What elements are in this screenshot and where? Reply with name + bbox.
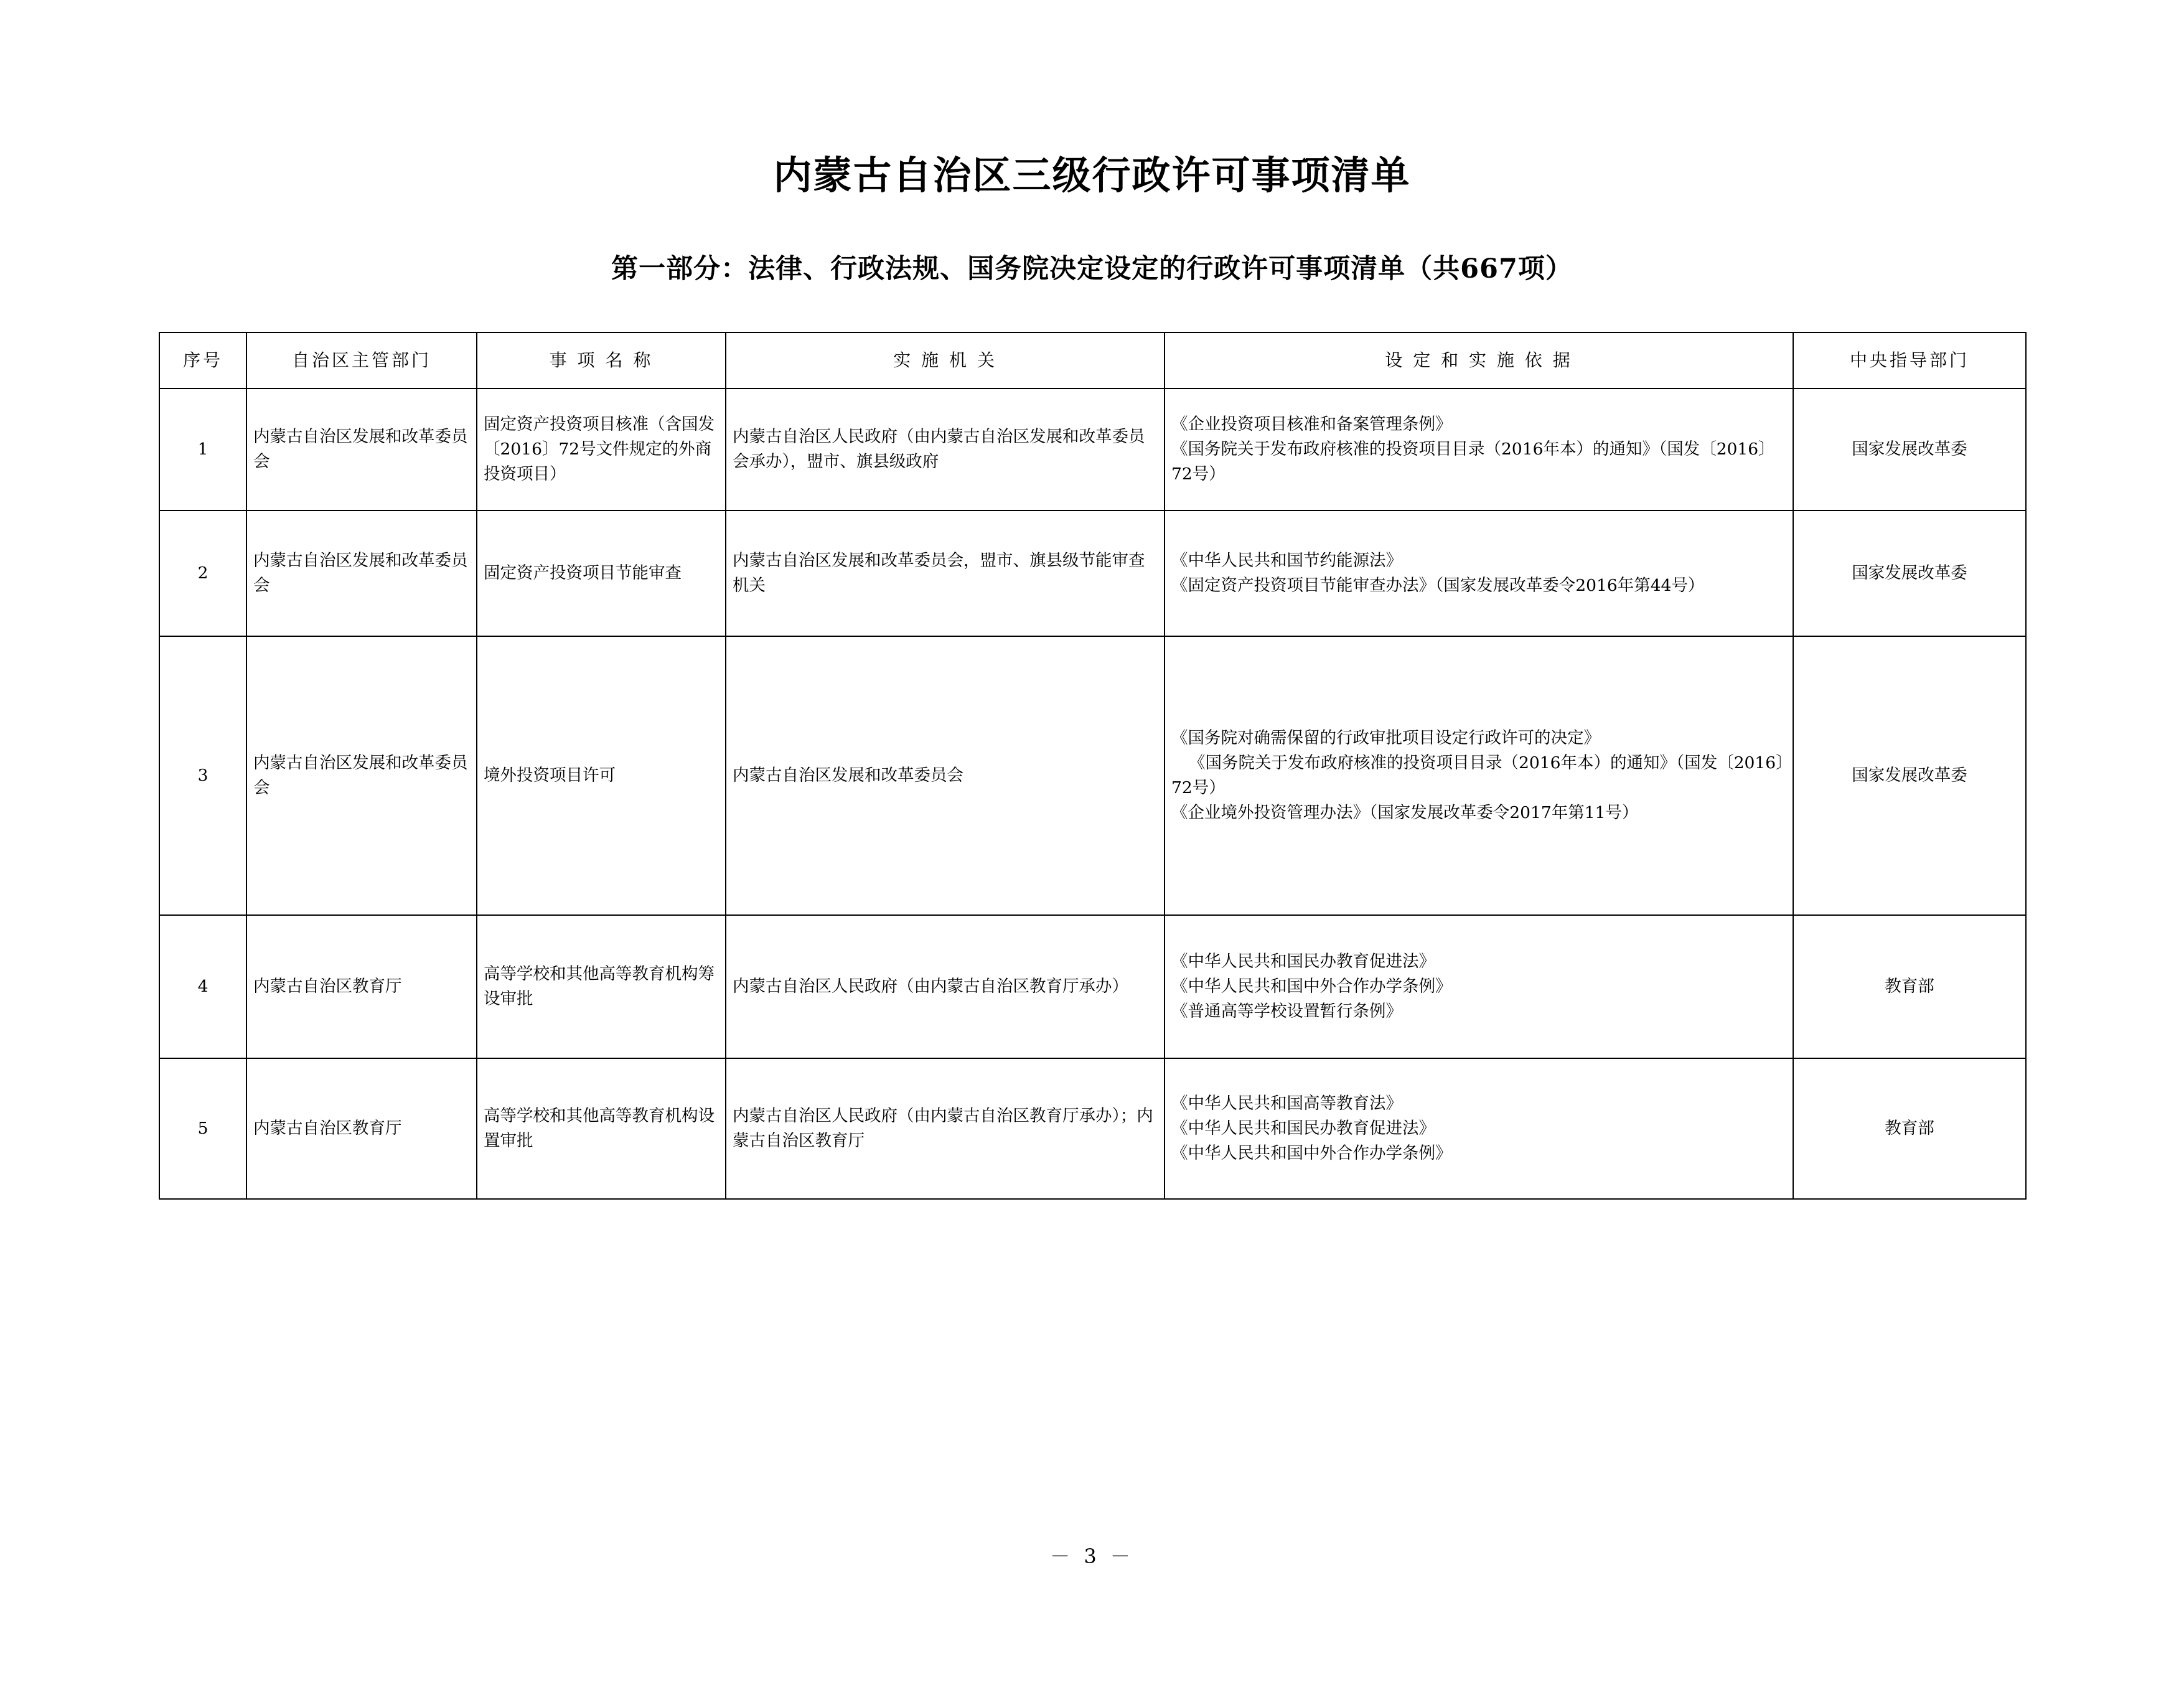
cell-org: 内蒙古自治区人民政府（由内蒙古自治区教育厅承办） — [726, 915, 1165, 1058]
basis-line: 《企业投资项目核准和备案管理条例》 — [1171, 415, 1452, 435]
table-row — [159, 388, 2026, 510]
section-subtitle: 第一部分：法律、行政法规、国务院决定设定的行政许可事项清单（共667项） — [611, 253, 1573, 285]
basis-line: 《企业境外投资管理办法》（国家发展改革委令2017年第11号） — [1171, 802, 1639, 822]
cell-org: 内蒙古自治区人民政府（由内蒙古自治区教育厅承办）；内蒙古自治区教育厅 — [726, 1058, 1165, 1199]
cell-item: 固定资产投资项目核准（含国发〔2016〕72号文件规定的外商投资项目） — [477, 388, 726, 510]
cell-num: 2 — [159, 510, 246, 636]
cell-dept: 内蒙古自治区发展和改革委员会 — [246, 388, 477, 510]
cell-central: 国家发展改革委 — [1793, 636, 2026, 915]
basis-line: 《中华人民共和国中外合作办学条例》 — [1171, 1143, 1452, 1163]
cell-basis — [1165, 636, 1793, 915]
cell-item: 高等学校和其他高等教育机构筹设审批 — [477, 915, 726, 1058]
permit-items-table — [159, 332, 2027, 1200]
table-header — [159, 332, 2026, 388]
cell-basis — [1165, 388, 1793, 510]
table-header-row — [159, 332, 2026, 388]
basis-line: 《国务院关于发布政府核准的投资项目目录（2016年本）的通知》（国发〔2016〕72号） — [1171, 753, 1784, 797]
basis-line: 《国务院关于发布政府核准的投资项目目录（2016年本）的通知》（国发〔2016〕72号） — [1171, 440, 1775, 484]
table-row — [159, 1058, 2026, 1199]
cell-num: 3 — [159, 636, 246, 915]
cell-dept: 内蒙古自治区教育厅 — [246, 1058, 477, 1199]
cell-org: 内蒙古自治区发展和改革委员会 — [726, 636, 1165, 915]
basis-line: 《中华人民共和国中外合作办学条例》 — [1171, 977, 1452, 997]
cell-num: 4 — [159, 915, 246, 1058]
cell-central: 教育部 — [1793, 915, 2026, 1058]
cell-num: 5 — [159, 1058, 246, 1199]
column-header-num: 序号 — [159, 332, 246, 388]
basis-line: 《中华人民共和国民办教育促进法》 — [1171, 1119, 1435, 1139]
cell-item: 境外投资项目许可 — [477, 636, 726, 915]
column-header-org: 实 施 机 关 — [726, 332, 1165, 388]
cell-num: 1 — [159, 388, 246, 510]
cell-item: 固定资产投资项目节能审查 — [477, 510, 726, 636]
cell-item: 高等学校和其他高等教育机构设置审批 — [477, 1058, 726, 1199]
table-row — [159, 915, 2026, 1058]
document-page — [0, 153, 2184, 1697]
column-header-basis: 设 定 和 实 施 依 据 — [1165, 332, 1793, 388]
basis-line: 《中华人民共和国节约能源法》 — [1171, 551, 1402, 571]
basis-line: 《国务院对确需保留的行政审批项目设定行政许可的决定》 — [1171, 728, 1600, 748]
cell-basis — [1165, 510, 1793, 636]
page-title: 内蒙古自治区三级行政许可事项清单 — [773, 153, 1411, 198]
basis-line: 《普通高等学校设置暂行条例》 — [1171, 1001, 1402, 1021]
column-header-central: 中央指导部门 — [1793, 332, 2026, 388]
cell-dept: 内蒙古自治区发展和改革委员会 — [246, 636, 477, 915]
cell-dept: 内蒙古自治区教育厅 — [246, 915, 477, 1058]
cell-org: 内蒙古自治区人民政府（由内蒙古自治区发展和改革委员会承办），盟市、旗县级政府 — [726, 388, 1165, 510]
column-header-item: 事 项 名 称 — [477, 332, 726, 388]
cell-basis — [1165, 1058, 1793, 1199]
basis-line: 《中华人民共和国高等教育法》 — [1171, 1094, 1402, 1114]
table-body — [159, 388, 2026, 1199]
table-row — [159, 510, 2026, 636]
table-row — [159, 636, 2026, 915]
basis-line: 《固定资产投资项目节能审查办法》（国家发展改革委令2016年第44号） — [1171, 575, 1705, 595]
cell-dept: 内蒙古自治区发展和改革委员会 — [246, 510, 477, 636]
cell-central: 教育部 — [1793, 1058, 2026, 1199]
cell-org: 内蒙古自治区发展和改革委员会，盟市、旗县级节能审查机关 — [726, 510, 1165, 636]
basis-line: 《中华人民共和国民办教育促进法》 — [1171, 952, 1435, 972]
cell-central: 国家发展改革委 — [1793, 510, 2026, 636]
page-footer-number: － 3 － — [1050, 1544, 1134, 1568]
cell-central: 国家发展改革委 — [1793, 388, 2026, 510]
column-header-dept: 自治区主管部门 — [246, 332, 477, 388]
cell-basis — [1165, 915, 1793, 1058]
